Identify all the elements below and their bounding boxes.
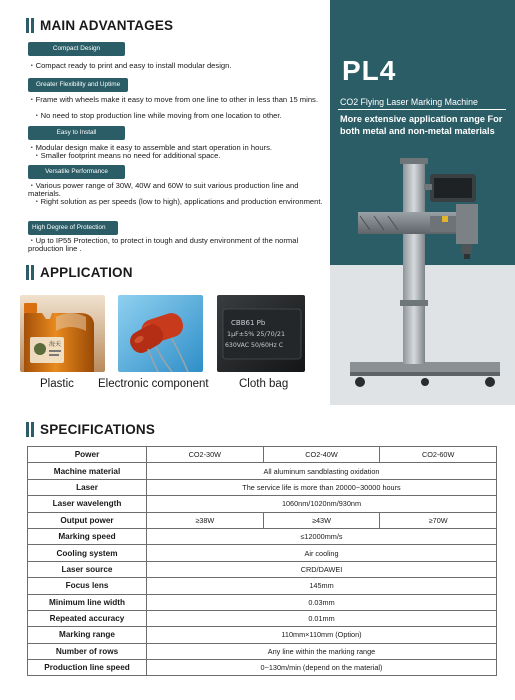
application-label-cloth-bag: Cloth bag [239,378,289,390]
spec-row [28,479,497,495]
product-panel [330,0,515,405]
laser-machine-image [330,150,515,405]
spec-label: Marking range [28,627,147,643]
spec-value: ≤12000mm/s [147,528,497,544]
spec-row-power [28,447,497,463]
spec-row [28,463,497,479]
specifications-heading [26,420,155,438]
spec-label: Repeated accuracy [28,610,147,626]
spec-label: Laser [28,479,147,495]
plastic-label-text: 海天 [49,341,62,348]
spec-value: Any line within the marking range [147,643,497,659]
spec-value: ≥38W [147,512,264,528]
bullet-versatile-1: ・Various power range of 30W, 40W and 60W to suit various production line and materials. [28,181,299,199]
bullet-versatile-2: ・Right solution as per speeds (low to high), applications and production environment. [33,197,323,206]
spec-value: ≥70W [380,512,497,528]
spec-row [28,545,497,561]
spec-value: CO2-60W [380,447,497,463]
spec-row [28,660,497,676]
spec-row [28,627,497,643]
spec-row [28,610,497,626]
electronic-component-image [118,295,203,372]
heading-bars-icon [26,265,34,280]
spec-row [28,528,497,544]
bullet-install-1: ・Modular design make it easy to assemble and start operation in hours. [28,143,272,152]
cloth-bag-text-3: 630VAC 50/60Hz C [225,342,284,349]
spec-value: 110mm×110mm (Option) [147,627,497,643]
spec-label: Marking speed [28,528,147,544]
cloth-bag-text-2: 1μF±5% 25/70/21 [227,330,286,338]
bullet-protection-1: ・Up to IP55 Protection, to protect in tough and dusty environment of the normal production line . [28,236,299,254]
product-model: PL4 [342,55,397,86]
application-label-plastic: Plastic [40,378,74,390]
spec-value: 0.03mm [147,594,497,610]
cloth-bag-text-1: CBB61 Pb [231,319,266,327]
spec-label: Laser wavelength [28,496,147,512]
spec-label: Laser source [28,561,147,577]
product-subtitle: CO2 Flying Laser Marking Machine [340,97,478,107]
spec-value: CO2-40W [263,447,380,463]
subtitle-divider [338,109,506,110]
spec-value: Air cooling [147,545,497,561]
spec-label: Power [28,447,147,463]
bullet-install-2: ・Smaller footprint means no need for additional space. [33,151,221,160]
spec-row [28,561,497,577]
bullet-flexibility-1: ・Frame with wheels make it easy to move from one line to other in less than 15 mins. [28,95,318,104]
spec-value: CO2-30W [147,447,264,463]
heading-bars-icon [26,18,34,33]
spec-value: CRD/DAWEI [147,561,497,577]
spec-row [28,594,497,610]
product-description: More extensive application range For both metal and non-metal materials [340,114,503,136]
application-title: APPLICATION [40,264,133,280]
spec-label: Production line speed [28,660,147,676]
spec-row [28,512,497,528]
spec-label: Machine material [28,463,147,479]
spec-row [28,643,497,659]
bullet-flexibility-2: ・No need to stop production line while moving from one location to other. [33,111,282,120]
specifications-table [27,446,497,676]
spec-value: The service life is more than 20000~30000 hours [147,479,497,495]
tag-compact-design: Compact Design [28,42,125,56]
tag-versatile: Versatile Performance [28,165,125,179]
spec-label: Output power [28,512,147,528]
spec-row [28,578,497,594]
heading-bars-icon [26,422,34,437]
spec-value: All aluminum sandblasting oxidation [147,463,497,479]
spec-value: ≥43W [263,512,380,528]
spec-value: 145mm [147,578,497,594]
application-heading [26,263,133,281]
spec-value: 1060nm/1020nm/930nm [147,496,497,512]
tag-flexibility: Greater Flexibility and Uptime [28,78,128,92]
spec-label: Cooling system [28,545,147,561]
cloth-bag-image [217,295,305,372]
spec-value: 0~130m/min (depend on the material) [147,660,497,676]
spec-row [28,496,497,512]
bullet-compact-1: ・Compact ready to print and easy to install modular design. [28,61,232,70]
left-column [0,0,330,405]
application-label-electronic: Electronic component [98,378,209,390]
spec-label: Minimum line width [28,594,147,610]
advantages-title: MAIN ADVANTAGES [40,17,174,33]
spec-label: Number of rows [28,643,147,659]
tag-protection: High Degree of Protection [28,221,118,235]
spec-label: Focus lens [28,578,147,594]
advantages-heading [26,16,173,34]
spec-value: 0.01mm [147,610,497,626]
specifications-title: SPECIFICATIONS [40,421,156,437]
tag-easy-install: Easy to Install [28,126,125,140]
plastic-image [20,295,105,372]
